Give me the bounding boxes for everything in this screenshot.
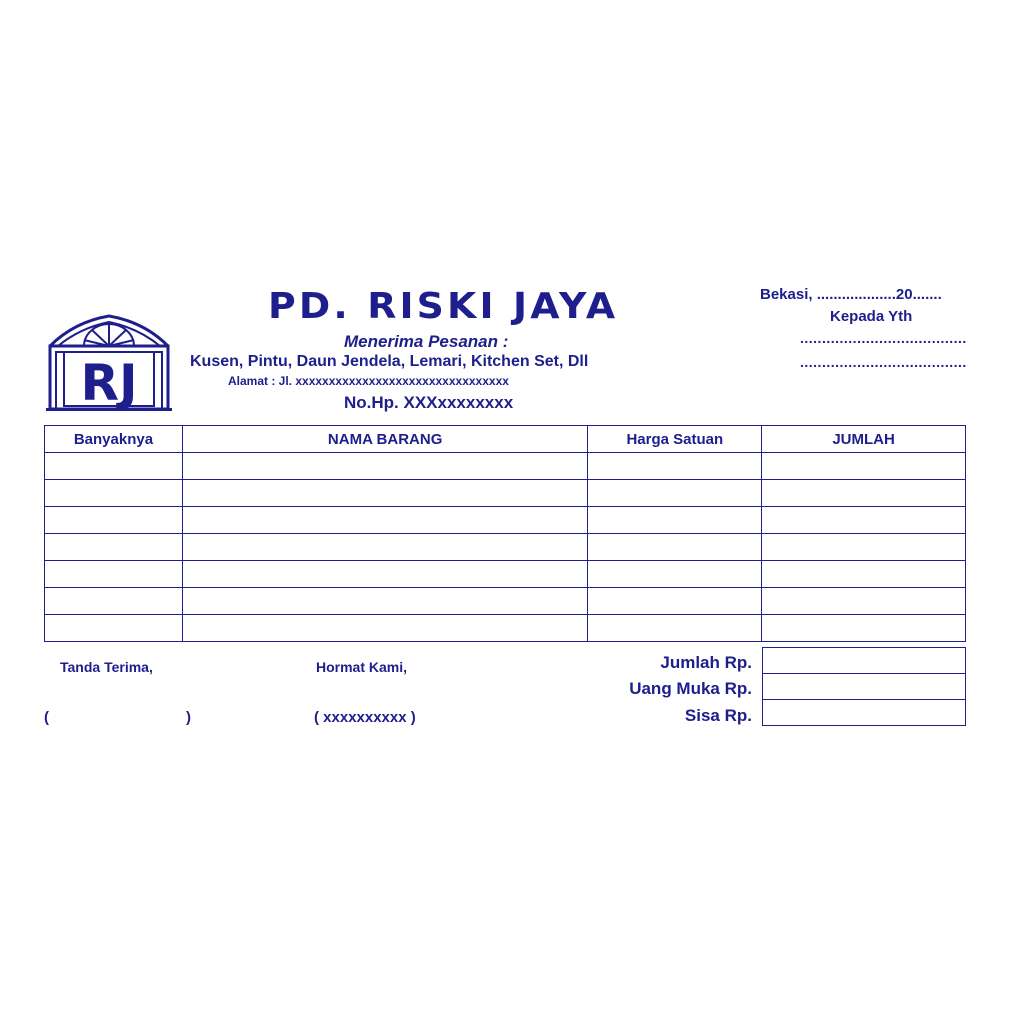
- table-cell: [45, 534, 183, 561]
- table-cell: [588, 561, 762, 588]
- items-table: [44, 425, 966, 642]
- table-cell: [588, 615, 762, 642]
- receiver-signature-label: Tanda Terima,: [60, 659, 153, 675]
- phone-number: No.Hp. XXXxxxxxxxx: [344, 393, 514, 412]
- table-cell: [45, 615, 183, 642]
- sender-name: ( xxxxxxxxxx ): [314, 709, 416, 726]
- table-cell: [762, 507, 966, 534]
- table-cell: [762, 588, 966, 615]
- tagline: Menerima Pesanan :: [344, 332, 509, 351]
- recipient-line-2: ......................................: [800, 354, 967, 370]
- table-cell: [182, 615, 587, 642]
- sender-signature-label: Hormat Kami,: [316, 659, 408, 675]
- table-row: [45, 615, 966, 642]
- table-header-row: [45, 426, 966, 453]
- table-row: [45, 507, 966, 534]
- table-cell: [45, 588, 183, 615]
- table-row: [45, 588, 966, 615]
- company-logo: [44, 312, 174, 414]
- receiver-paren-open: (: [44, 709, 49, 726]
- house-window-logo-icon: [44, 312, 174, 414]
- table-row: [45, 480, 966, 507]
- recipient-line-1: ......................................: [800, 330, 967, 346]
- table-cell: [588, 480, 762, 507]
- table-cell: [45, 453, 183, 480]
- down-payment-row: [763, 674, 966, 700]
- balance-row: [763, 700, 966, 726]
- table-cell: [182, 507, 587, 534]
- table-cell: [588, 453, 762, 480]
- table-cell: [182, 453, 587, 480]
- table-cell: [45, 480, 183, 507]
- table-row: [45, 561, 966, 588]
- table-cell: [762, 615, 966, 642]
- table-cell: [182, 588, 587, 615]
- company-title: PD. RISKI JAYA: [268, 286, 619, 327]
- table-cell: [762, 534, 966, 561]
- col-header-amount: JUMLAH: [762, 426, 966, 453]
- table-cell: [588, 588, 762, 615]
- table-cell: [182, 561, 587, 588]
- table-cell: [762, 561, 966, 588]
- col-header-item-name: NAMA BARANG: [182, 426, 587, 453]
- table-cell: [762, 480, 966, 507]
- table-cell: [182, 534, 587, 561]
- table-cell: [45, 507, 183, 534]
- down-payment-label: Uang Muka Rp.: [629, 679, 752, 698]
- down-payment-value-box: [763, 674, 966, 700]
- table-cell: [588, 534, 762, 561]
- table-row: [45, 453, 966, 480]
- col-header-unit-price: Harga Satuan: [588, 426, 762, 453]
- place-date: Bekasi, ...................20.......: [760, 286, 942, 303]
- total-label: Jumlah Rp.: [660, 653, 752, 672]
- table-cell: [762, 453, 966, 480]
- table-row: [45, 534, 966, 561]
- logo-text: RJ: [80, 354, 138, 412]
- product-list: Kusen, Pintu, Daun Jendela, Lemari, Kitchen Set, Dll: [190, 353, 589, 370]
- total-row: [763, 648, 966, 674]
- address: Alamat : Jl. xxxxxxxxxxxxxxxxxxxxxxxxxxxxxxxx: [228, 374, 509, 388]
- balance-value-box: [763, 700, 966, 726]
- balance-label: Sisa Rp.: [684, 706, 752, 725]
- table-cell: [182, 480, 587, 507]
- totals-table: [762, 647, 966, 726]
- recipient-label: Kepada Yth: [830, 308, 913, 325]
- table-cell: [588, 507, 762, 534]
- total-value-box: [763, 648, 966, 674]
- receiver-paren-close: ): [186, 709, 191, 726]
- table-cell: [45, 561, 183, 588]
- table-body: [45, 453, 966, 642]
- col-header-quantity: Banyaknya: [45, 426, 183, 453]
